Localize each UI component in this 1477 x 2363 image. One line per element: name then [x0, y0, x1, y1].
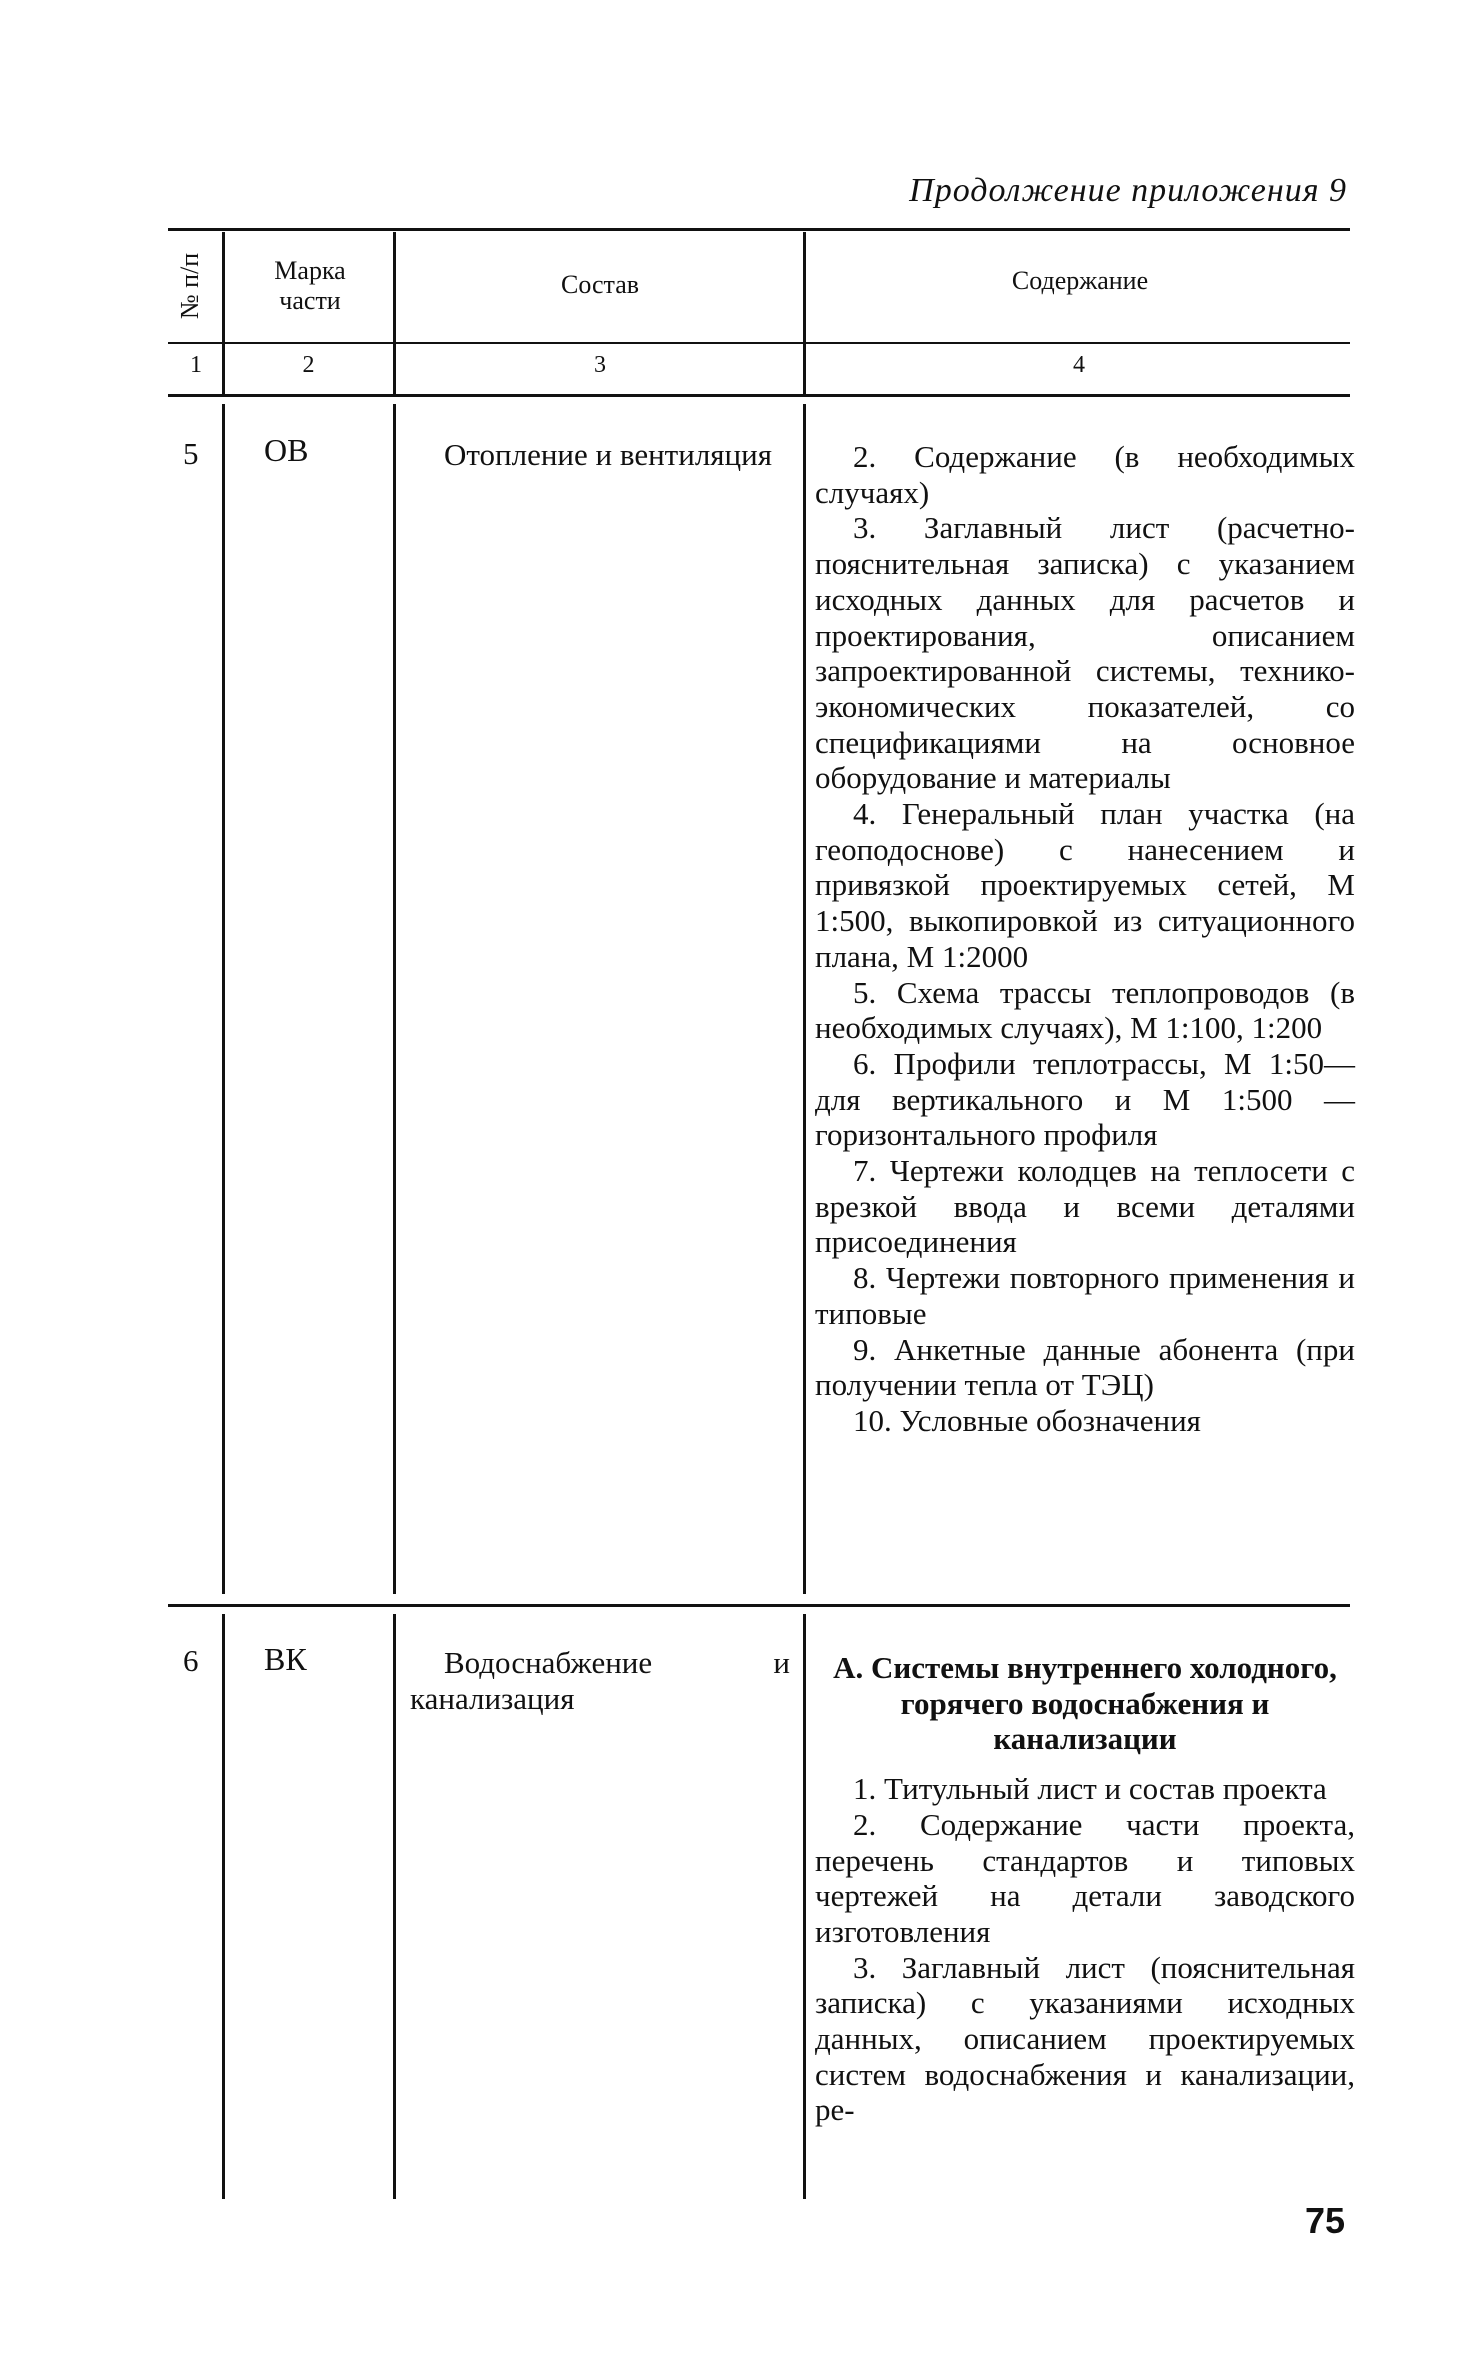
- page-number: 75: [1304, 2200, 1345, 2241]
- column-number: 3: [594, 352, 606, 378]
- col-divider: [803, 1614, 806, 2199]
- col-divider: [222, 232, 225, 394]
- col-divider: [803, 232, 806, 394]
- brand-code: ОВ: [264, 432, 309, 468]
- content-item: 4. Генеральный план участка (на геоподоснове) с нанесением и привязкой проектируемых сетей, М 1:500, выкопировкой из ситуационного плана, М 1:2000: [815, 796, 1355, 974]
- col-divider: [222, 404, 225, 1594]
- header-bottom-rule: [168, 342, 1350, 344]
- content-item: 10. Условные обозначения: [853, 1402, 1201, 1438]
- content-item: 5. Схема трассы теплопроводов (в необходимых случаях), М 1:100, 1:200: [815, 974, 1355, 1046]
- composition-text: Отопление и вентиляция: [444, 437, 772, 472]
- content-cell: [815, 1650, 1355, 2128]
- content-item: 7. Чертежи колодцев на теплосети с врезкой ввода и всеми деталями присоединения: [815, 1153, 1355, 1260]
- running-head: Продолжение приложения 9: [909, 172, 1347, 209]
- composition-cell: [410, 1645, 790, 1716]
- header-content: Содержание: [1011, 266, 1149, 295]
- content-item: 8. Чертежи повторного применения и типовые: [815, 1260, 1355, 1331]
- content-item: 3. Заглавный лист (расчетно-пояснительная записка) с указанием исходных данных для расчетов и проектирования, описанием запроектированной системы, технико-экономических показателей, со спецификациями на основное оборудование и материалы: [815, 510, 1355, 796]
- col-divider: [393, 232, 396, 394]
- col-divider: [803, 404, 806, 1594]
- composition-cell: [410, 437, 790, 473]
- header-composition: Состав: [560, 270, 640, 299]
- brand-code: ВК: [264, 1641, 307, 1677]
- col-divider: [393, 1614, 396, 2199]
- header-brand: Марка части: [274, 256, 346, 315]
- col-divider: [393, 404, 396, 1594]
- content-item: 6. Профили теплотрассы, М 1:50—для вертикального и М 1:500 — горизонтального профиля: [815, 1045, 1355, 1153]
- row-separator-rule: [168, 1604, 1350, 1607]
- content-item: 9. Анкетные данные абонента (при получении тепла от ТЭЦ): [815, 1331, 1355, 1403]
- content-item: 3. Заглавный лист (пояснительная записка) с указаниями исходных данных, описанием проектируемых систем водоснабжения и канализации, ре-: [815, 1949, 1355, 2128]
- column-number: 2: [302, 352, 315, 378]
- content-item: 2. Содержание (в необходимых случаях): [815, 439, 1355, 510]
- column-number: 1: [190, 352, 202, 378]
- content-item: 1. Титульный лист и состав проекта: [853, 1771, 1327, 1807]
- table-top-rule: [168, 228, 1350, 231]
- content-subheading: А. Системы внутреннего холодного, горячего водоснабжения и канализации: [833, 1650, 1337, 1757]
- colnum-bottom-rule: [168, 394, 1350, 397]
- content-item: 2. Содержание части проекта, перечень стандартов и типовых чертежей на детали заводского изготовления: [815, 1806, 1355, 1949]
- header-no: № п/п: [175, 252, 205, 320]
- column-number: 4: [1073, 352, 1085, 378]
- composition-text: Водоснабжение и канализация: [410, 1645, 790, 1716]
- col-divider: [222, 1614, 225, 2199]
- content-cell: [815, 439, 1355, 1439]
- row-number: 5: [183, 436, 199, 471]
- row-number: 6: [183, 1643, 199, 1678]
